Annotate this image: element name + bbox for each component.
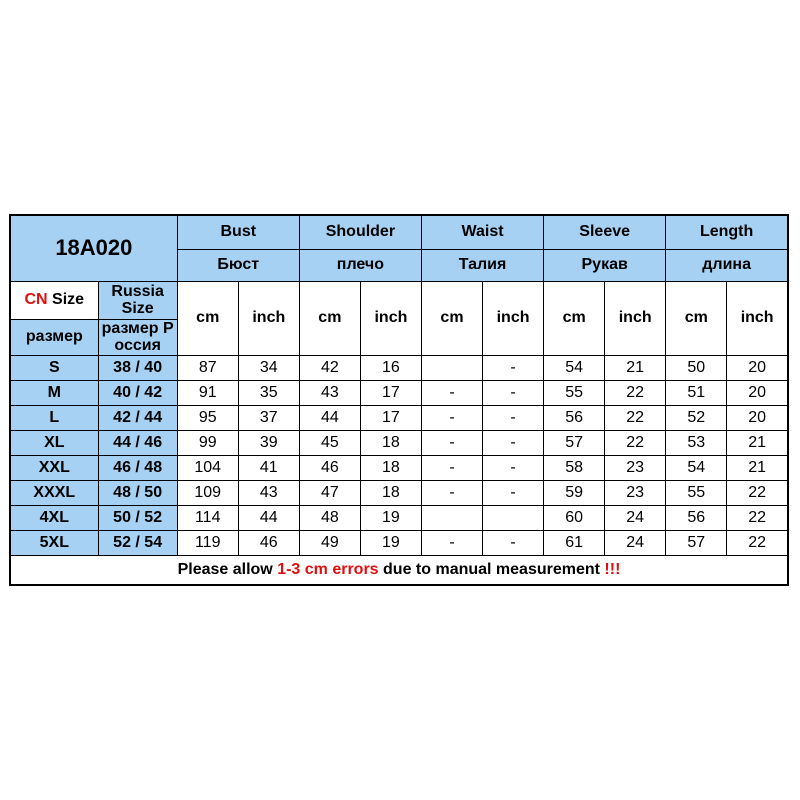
cn-size-cell: 4XL: [10, 505, 98, 530]
bust-cm-cell: 95: [177, 405, 238, 430]
sleeve-cm-cell: 55: [544, 380, 605, 405]
group-waist-ru: Талия: [421, 249, 543, 281]
bust-cm-cell: 104: [177, 455, 238, 480]
bust-inch-cell: 34: [238, 355, 299, 380]
length-cm-cell: 57: [666, 530, 727, 555]
bust-inch-cell: 37: [238, 405, 299, 430]
bust-cm-cell: 109: [177, 480, 238, 505]
group-bust-en: Bust: [177, 215, 299, 249]
length-inch-cell: 22: [727, 480, 788, 505]
sleeve-cm-cell: 54: [544, 355, 605, 380]
group-bust-ru: Бюст: [177, 249, 299, 281]
sleeve-cm-cell: 56: [544, 405, 605, 430]
russia-size-label: Russia Size: [98, 281, 177, 319]
cn-size-cell: XXL: [10, 455, 98, 480]
length-inch-cell: 20: [727, 405, 788, 430]
waist-cm-cell: -: [421, 455, 482, 480]
shoulder-cm-cell: 48: [299, 505, 360, 530]
sleeve-inch-cell: 21: [605, 355, 666, 380]
table-row: [10, 480, 788, 505]
group-shoulder-ru: плечо: [299, 249, 421, 281]
bust-cm-cell: 91: [177, 380, 238, 405]
waist-cm-cell: -: [421, 430, 482, 455]
bust-inch-cell: 39: [238, 430, 299, 455]
table-row: [10, 380, 788, 405]
waist-cm-cell: -: [421, 380, 482, 405]
table-row: [10, 505, 788, 530]
size-ru-label: размер: [10, 319, 98, 355]
header-row-english: [10, 215, 788, 249]
waist-inch-cell: -: [483, 380, 544, 405]
waist-cm-cell: [421, 355, 482, 380]
group-length-en: Length: [666, 215, 788, 249]
bust-inch-cell: 44: [238, 505, 299, 530]
cn-size-cell: S: [10, 355, 98, 380]
bust-cm-unit: cm: [177, 281, 238, 355]
length-inch-cell: 20: [727, 380, 788, 405]
cn-label: CN: [24, 291, 48, 308]
cn-size-cell: 5XL: [10, 530, 98, 555]
cn-size-cell: XL: [10, 430, 98, 455]
group-sleeve-ru: Рукав: [544, 249, 666, 281]
note-text-end: due to manual measurement: [378, 560, 605, 578]
length-inch-cell: 20: [727, 355, 788, 380]
group-shoulder-en: Shoulder: [299, 215, 421, 249]
shoulder-cm-cell: 47: [299, 480, 360, 505]
bust-inch-cell: 35: [238, 380, 299, 405]
note-text-start: Please allow: [177, 560, 278, 578]
waist-cm-cell: -: [421, 405, 482, 430]
russia-size-cell: 44 / 46: [98, 430, 177, 455]
shoulder-cm-cell: 42: [299, 355, 360, 380]
table-row: [10, 430, 788, 455]
shoulder-inch-cell: 17: [360, 380, 421, 405]
shoulder-cm-cell: 46: [299, 455, 360, 480]
bust-cm-cell: 119: [177, 530, 238, 555]
table-row: [10, 455, 788, 480]
waist-inch-cell: -: [483, 530, 544, 555]
cn-size-cell: XXXL: [10, 480, 98, 505]
waist-inch-cell: -: [483, 405, 544, 430]
russia-size-ru-label: размер Р оссия: [98, 319, 177, 355]
russia-size-cell: 42 / 44: [98, 405, 177, 430]
length-inch-cell: 22: [727, 505, 788, 530]
sleeve-cm-cell: 60: [544, 505, 605, 530]
shoulder-inch-unit: inch: [360, 281, 421, 355]
sleeve-inch-cell: 22: [605, 405, 666, 430]
length-cm-cell: 53: [666, 430, 727, 455]
shoulder-inch-cell: 19: [360, 530, 421, 555]
shoulder-inch-cell: 18: [360, 430, 421, 455]
size-chart-table: [9, 214, 789, 586]
shoulder-cm-cell: 45: [299, 430, 360, 455]
bust-cm-cell: 114: [177, 505, 238, 530]
sleeve-cm-cell: 61: [544, 530, 605, 555]
length-cm-cell: 52: [666, 405, 727, 430]
length-inch-cell: 22: [727, 530, 788, 555]
russia-size-cell: 48 / 50: [98, 480, 177, 505]
cn-size-cell: M: [10, 380, 98, 405]
russia-size-cell: 38 / 40: [98, 355, 177, 380]
shoulder-cm-unit: cm: [299, 281, 360, 355]
table-row: [10, 405, 788, 430]
waist-inch-cell: -: [483, 430, 544, 455]
shoulder-inch-cell: 19: [360, 505, 421, 530]
group-length-ru: длина: [666, 249, 788, 281]
bust-cm-cell: 87: [177, 355, 238, 380]
size-word: Size: [47, 291, 85, 308]
table-row: [10, 530, 788, 555]
waist-inch-cell: -: [483, 355, 544, 380]
sleeve-inch-cell: 23: [605, 455, 666, 480]
note-exclamation: !!!: [604, 560, 621, 578]
sleeve-inch-unit: inch: [605, 281, 666, 355]
bust-cm-cell: 99: [177, 430, 238, 455]
length-cm-cell: 56: [666, 505, 727, 530]
shoulder-inch-cell: 16: [360, 355, 421, 380]
bust-inch-cell: 46: [238, 530, 299, 555]
length-inch-cell: 21: [727, 430, 788, 455]
shoulder-cm-cell: 49: [299, 530, 360, 555]
shoulder-cm-cell: 44: [299, 405, 360, 430]
waist-inch-unit: inch: [483, 281, 544, 355]
sleeve-cm-unit: cm: [544, 281, 605, 355]
waist-cm-cell: -: [421, 480, 482, 505]
shoulder-cm-cell: 43: [299, 380, 360, 405]
shoulder-inch-cell: 18: [360, 480, 421, 505]
sleeve-inch-cell: 22: [605, 380, 666, 405]
shoulder-inch-cell: 17: [360, 405, 421, 430]
russia-size-cell: 52 / 54: [98, 530, 177, 555]
note-error-range: 1-3 cm errors: [277, 560, 379, 578]
russia-size-cell: 50 / 52: [98, 505, 177, 530]
waist-inch-cell: -: [483, 455, 544, 480]
length-cm-cell: 51: [666, 380, 727, 405]
russia-size-cell: 40 / 42: [98, 380, 177, 405]
cn-size-cell: L: [10, 405, 98, 430]
length-inch-unit: inch: [727, 281, 788, 355]
sleeve-cm-cell: 58: [544, 455, 605, 480]
table-row: [10, 355, 788, 380]
sleeve-inch-cell: 24: [605, 530, 666, 555]
length-inch-cell: 21: [727, 455, 788, 480]
sleeve-cm-cell: 57: [544, 430, 605, 455]
measurement-note: [10, 555, 788, 585]
bust-inch-cell: 43: [238, 480, 299, 505]
waist-inch-cell: -: [483, 480, 544, 505]
sleeve-inch-cell: 24: [605, 505, 666, 530]
length-cm-cell: 55: [666, 480, 727, 505]
length-cm-unit: cm: [666, 281, 727, 355]
note-row: [10, 555, 788, 585]
length-cm-cell: 54: [666, 455, 727, 480]
sleeve-inch-cell: 22: [605, 430, 666, 455]
sleeve-cm-cell: 59: [544, 480, 605, 505]
model-number: 18A020: [10, 215, 177, 281]
bust-inch-cell: 41: [238, 455, 299, 480]
shoulder-inch-cell: 18: [360, 455, 421, 480]
group-waist-en: Waist: [421, 215, 543, 249]
russia-size-cell: 46 / 48: [98, 455, 177, 480]
cn-size-label: [10, 281, 98, 319]
waist-inch-cell: [483, 505, 544, 530]
header-row-size: [10, 281, 788, 319]
waist-cm-unit: cm: [421, 281, 482, 355]
sleeve-inch-cell: 23: [605, 480, 666, 505]
waist-cm-cell: [421, 505, 482, 530]
bust-inch-unit: inch: [238, 281, 299, 355]
length-cm-cell: 50: [666, 355, 727, 380]
waist-cm-cell: -: [421, 530, 482, 555]
group-sleeve-en: Sleeve: [544, 215, 666, 249]
